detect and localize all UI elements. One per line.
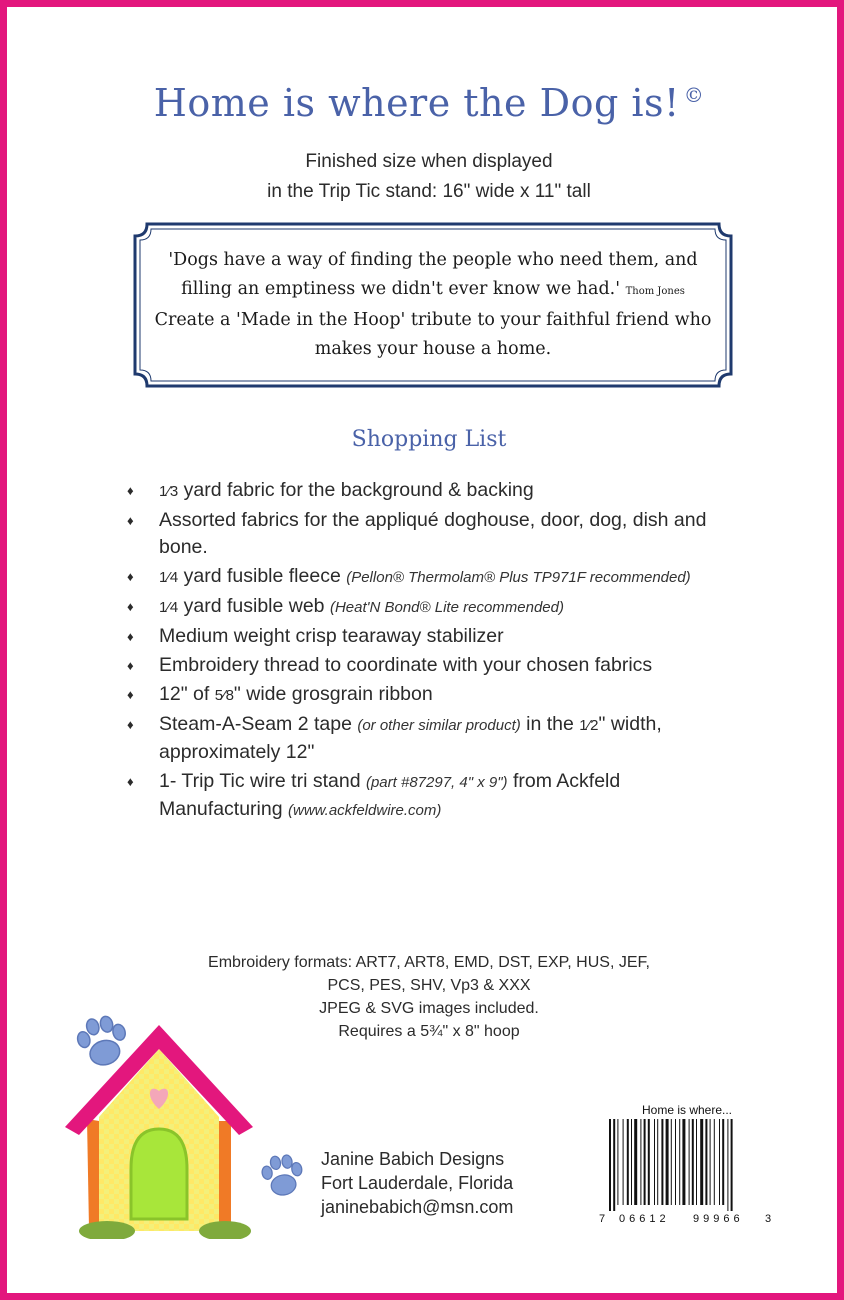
diamond-bullet-icon: ♦ (127, 774, 134, 789)
paw-print-icon (67, 1007, 137, 1077)
house-right-wall-side (219, 1121, 231, 1229)
item-text: Medium weight crisp tearaway stabilizer (159, 625, 504, 647)
barcode-bar (675, 1119, 676, 1205)
item-note: (www.ackfeldwire.com) (288, 802, 442, 819)
door (131, 1129, 187, 1219)
item-note: (Pellon® Thermolam® Plus TP971F recommended) (346, 569, 691, 586)
item-text: in the (520, 713, 580, 735)
list-item (125, 711, 725, 766)
quote-line-3: Create a 'Made in the Hoop' tribute to your faithful friend who (154, 310, 712, 330)
item-text: from Ackfeld Manufacturing (159, 770, 621, 820)
list-item (125, 681, 725, 709)
item-text: Embroidery thread to coordinate with your chosen fabrics (159, 654, 653, 676)
barcode-bar (710, 1119, 711, 1205)
item-text: Steam-A-Seam 2 tape (159, 713, 358, 735)
quote-line-2 (151, 275, 715, 306)
diamond-bullet-icon: ♦ (127, 717, 134, 732)
barcode-bar (631, 1119, 632, 1205)
quote-text (151, 246, 715, 364)
house-left-wall-side (87, 1119, 99, 1229)
formats-line-2: PCS, PES, SHV, Vp3 & XXX (327, 977, 531, 994)
designer-city: Fort Lauderdale, Florida (321, 1173, 514, 1193)
diamond-bullet-icon: ♦ (127, 483, 134, 498)
barcode-bar (654, 1119, 655, 1205)
item-text: 1- Trip Tic wire tri stand (159, 770, 366, 792)
fraction: 5⁄8 (214, 687, 234, 704)
barcode (597, 1099, 777, 1241)
paw-print-icon (253, 1147, 311, 1205)
barcode-digit-prefix: 7 (599, 1213, 606, 1225)
list-item (125, 768, 725, 824)
barcode-bar (609, 1119, 611, 1211)
barcode-bar (634, 1119, 637, 1205)
barcode-bar (666, 1119, 669, 1205)
finished-size-line-2: in the Trip Tic stand: 16" wide x 11" tall (267, 181, 591, 202)
item-note: (Heat'N Bond® Lite recommended) (329, 599, 564, 616)
fraction: 1⁄4 (159, 569, 179, 586)
list-item (125, 477, 725, 505)
barcode-bar (700, 1119, 703, 1205)
quote-line-4: makes your house a home. (314, 339, 552, 359)
barcode-digit-check: 3 (765, 1213, 772, 1225)
barcode-bar (689, 1119, 690, 1205)
barcode-bar (644, 1119, 646, 1205)
diamond-bullet-icon: ♦ (127, 569, 134, 584)
item-text: 12" of (159, 683, 215, 705)
barcode-digit-right: 99966 (693, 1213, 744, 1225)
list-item (125, 507, 725, 561)
list-item (125, 623, 725, 650)
quote-line-1: 'Dogs have a way of finding the people who need them, and (168, 250, 698, 270)
fraction: 1⁄2 (579, 717, 599, 734)
barcode-bar (679, 1119, 680, 1205)
formats-line-4: Requires a 5¾" x 8" hoop (338, 1023, 520, 1040)
barcode-bar (640, 1119, 641, 1205)
barcode-bar (705, 1119, 707, 1205)
quote-box (131, 220, 735, 390)
barcode-bar (623, 1119, 624, 1205)
diamond-bullet-icon: ♦ (127, 599, 134, 614)
item-text: yard fusible fleece (178, 565, 347, 587)
diamond-bullet-icon: ♦ (127, 629, 134, 644)
barcode-bar (714, 1119, 715, 1205)
quote-line-2-text: filling an emptiness we didn't ever know we had.' (181, 279, 621, 299)
title-text: Home is where the Dog is! (153, 81, 680, 125)
barcode-digit-left: 06612 (619, 1213, 670, 1225)
barcode-bar (727, 1119, 728, 1211)
barcode-bar (692, 1119, 694, 1205)
quote-author: Thom Jones (625, 286, 685, 297)
fraction: 1⁄3 (159, 483, 179, 500)
item-note: (or other similar product) (357, 717, 521, 734)
item-text: Assorted fabrics for the appliqué doghouse, door, dog, dish and bone. (159, 509, 707, 558)
fraction: 1⁄4 (159, 599, 179, 616)
barcode-bar (671, 1119, 672, 1205)
list-item (125, 652, 725, 679)
barcode-bar (719, 1119, 720, 1205)
copyright-mark: © (683, 83, 705, 108)
item-text: yard fusible web (178, 595, 330, 617)
shopping-list (125, 477, 725, 826)
diamond-bullet-icon: ♦ (127, 658, 134, 673)
finished-size-line-1: Finished size when displayed (305, 151, 553, 172)
barcode-bar (682, 1119, 685, 1205)
barcode-bar (627, 1119, 629, 1205)
list-item (125, 593, 725, 621)
item-note: (part #87297, 4" x 9") (365, 774, 508, 791)
formats-line-3: JPEG & SVG images included. (319, 1000, 539, 1017)
barcode-label: Home is where... (641, 1103, 733, 1117)
barcode-bar (657, 1119, 658, 1205)
barcode-bar (617, 1119, 618, 1205)
barcode-bar (613, 1119, 615, 1211)
designer-email: janinebabich@msn.com (321, 1197, 514, 1217)
barcode-bar (722, 1119, 724, 1205)
item-text: " width, approximately 12" (159, 713, 662, 763)
barcode-bar (648, 1119, 650, 1205)
list-item (125, 563, 725, 591)
page-title (7, 81, 844, 125)
item-text: " wide grosgrain ribbon (233, 683, 433, 705)
diamond-bullet-icon: ♦ (127, 687, 134, 702)
barcode-bar (661, 1119, 663, 1205)
designer-address (321, 1147, 513, 1219)
item-text: yard fabric for the background & backing (178, 479, 534, 501)
barcode-bar (696, 1119, 697, 1205)
barcode-bars (601, 1119, 773, 1211)
diamond-bullet-icon: ♦ (127, 513, 134, 528)
barcode-bar (731, 1119, 733, 1211)
designer-name: Janine Babich Designs (321, 1149, 505, 1169)
shopping-list-title: Shopping List (351, 427, 507, 452)
formats-line-1: Embroidery formats: ART7, ART8, EMD, DST, EXP, HUS, JEF, (208, 954, 650, 971)
